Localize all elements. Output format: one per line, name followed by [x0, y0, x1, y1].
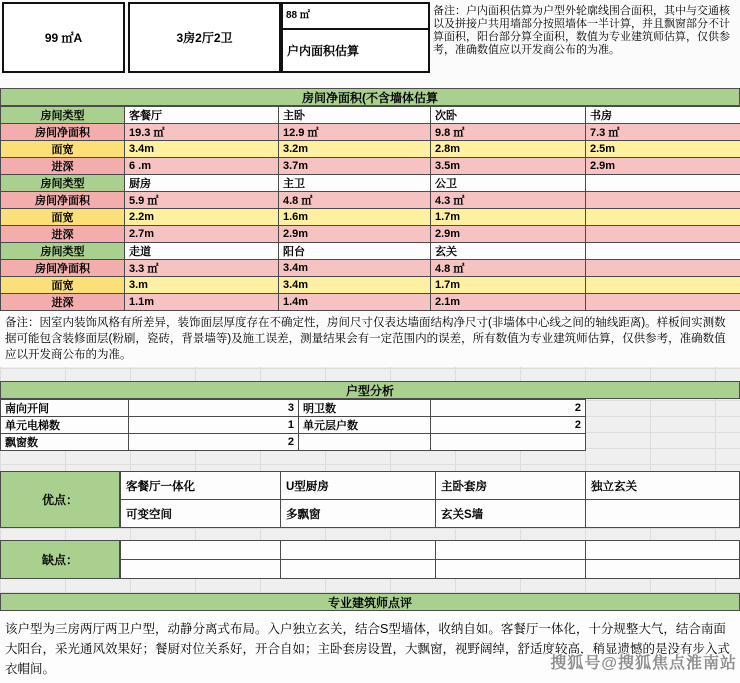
table-row	[121, 560, 740, 579]
table-cell	[586, 243, 740, 260]
table-cell: 走道	[125, 243, 279, 260]
inner-area-box	[281, 2, 430, 73]
analysis-title: 户型分析	[0, 381, 740, 399]
unit-area-box: 99 ㎡A	[2, 2, 125, 73]
row-label-net-area: 房间净面积	[1, 124, 125, 141]
table-cell: 4.3 ㎡	[431, 192, 586, 209]
table-row	[1, 277, 740, 294]
table-row	[1, 209, 740, 226]
pros-cell: 独立玄关	[586, 472, 740, 500]
unit-layout-box: 3房2厅2卫	[128, 2, 281, 73]
table-cell	[586, 260, 740, 277]
cons-cell	[281, 541, 436, 560]
table-cell: 1.7m	[431, 209, 586, 226]
pros-cell: 客餐厅一体化	[121, 472, 281, 500]
cons-cell	[586, 541, 740, 560]
analysis-table	[0, 399, 586, 451]
analysis-label: 飘窗数	[1, 434, 129, 451]
row-label-width: 面宽	[1, 209, 125, 226]
pros-cell: 玄关S墙	[436, 500, 586, 528]
table-cell: 3.7m	[279, 158, 431, 175]
table-row	[121, 500, 740, 528]
table-row	[1, 141, 740, 158]
table-cell: 7.3 ㎡	[586, 124, 740, 141]
cons-cell	[121, 541, 281, 560]
table-cell: 3.4m	[279, 260, 431, 277]
analysis-label: 单元电梯数	[1, 417, 129, 434]
row-label-net-area: 房间净面积	[1, 260, 125, 277]
room-table-title: 房间净面积(不含墙体估算	[0, 88, 740, 106]
table-cell	[586, 226, 740, 243]
row-label-room-type: 房间类型	[1, 243, 125, 260]
pros-cell: U型厨房	[281, 472, 436, 500]
cons-cell	[586, 560, 740, 579]
table-cell: 4.8 ㎡	[279, 192, 431, 209]
table-row	[1, 434, 586, 451]
table-cell	[586, 175, 740, 192]
analysis-value: 2	[129, 434, 299, 451]
analysis-label	[299, 434, 431, 451]
pros-block	[0, 471, 740, 528]
table-row	[121, 472, 740, 500]
table-cell: 3.m	[125, 277, 279, 294]
table-row	[1, 192, 740, 209]
pros-label: 优点：	[0, 471, 120, 528]
table-cell: 5.9 ㎡	[125, 192, 279, 209]
table-cell: 1.1m	[125, 294, 279, 311]
table-cell	[586, 294, 740, 311]
table-cell: 2.1m	[431, 294, 586, 311]
pros-cell: 可变空间	[121, 500, 281, 528]
row-label-depth: 进深	[1, 294, 125, 311]
table-cell: 1.7m	[431, 277, 586, 294]
grid-gap	[0, 579, 740, 593]
analysis-value: 3	[129, 400, 299, 417]
analysis-label: 单元层户数	[299, 417, 431, 434]
cons-cell	[121, 560, 281, 579]
inner-area-value: 88 ㎡	[283, 4, 428, 30]
table-cell: 6 .m	[125, 158, 279, 175]
cons-block	[0, 540, 740, 579]
table-row	[1, 107, 740, 124]
room-area-table	[0, 106, 740, 311]
table-row	[1, 175, 740, 192]
analysis-value: 2	[431, 417, 586, 434]
architect-review-text: 该户型为三房两厅两卫户型，动静分离式布局。入户独立玄关，结合S型墙体，收纳自如。客餐厅一体化，十分规整大气，结合南面大阳台，采光通风效果好；餐厨对位关系好，开合自如；主卧套房设置，大飘窗，视野阔绰，舒适度较高，稍显遗憾的是没有步入式衣帽间。	[0, 611, 740, 683]
pros-cell	[586, 500, 740, 528]
table-cell: 公卫	[431, 175, 586, 192]
table-cell: 1.6m	[279, 209, 431, 226]
table-cell	[586, 209, 740, 226]
table-row	[1, 124, 740, 141]
row-label-width: 面宽	[1, 141, 125, 158]
grid-gap	[0, 528, 740, 540]
table-cell: 书房	[586, 107, 740, 124]
table-cell: 3.2m	[279, 141, 431, 158]
table-cell: 2.2m	[125, 209, 279, 226]
table-row	[1, 400, 586, 417]
analysis-label: 明卫数	[299, 400, 431, 417]
table-cell: 2.7m	[125, 226, 279, 243]
table-cell: 19.3 ㎡	[125, 124, 279, 141]
table-cell: 次卧	[431, 107, 586, 124]
row-label-net-area: 房间净面积	[1, 192, 125, 209]
table-row	[1, 243, 740, 260]
table-cell: 2.9m	[431, 226, 586, 243]
row-label-depth: 进深	[1, 226, 125, 243]
table-row	[1, 294, 740, 311]
table-cell: 3.5m	[431, 158, 586, 175]
cons-cell	[436, 560, 586, 579]
cons-cell	[436, 541, 586, 560]
table-cell: 2.9m	[279, 226, 431, 243]
table-cell: 2.9m	[586, 158, 740, 175]
table-cell	[586, 277, 740, 294]
header-note: 备注：户内面积估算为户型外轮廓线围合面积，其中与交通核以及拼接户共用墙部分按照墙体一半计算，并且飘窗部分不计算面积，阳台部分算全面积，数值为专业建筑师估算，仅供参考，准确数值应以开发商公布的为准。	[433, 5, 730, 56]
table-cell: 3.4m	[279, 277, 431, 294]
table-row	[1, 417, 586, 434]
cons-label: 缺点：	[0, 540, 120, 579]
inner-area-label: 户内面积估算	[287, 44, 360, 58]
table-cell: 4.8 ㎡	[431, 260, 586, 277]
table-row	[1, 260, 740, 277]
table-cell: 9.8 ㎡	[431, 124, 586, 141]
table-cell: 2.8m	[431, 141, 586, 158]
analysis-value	[431, 434, 586, 451]
analysis-value: 1	[129, 417, 299, 434]
table-cell: 2.5m	[586, 141, 740, 158]
row-label-room-type: 房间类型	[1, 107, 125, 124]
table-cell: 客餐厅	[125, 107, 279, 124]
table-cell: 阳台	[279, 243, 431, 260]
table-cell: 主卧	[279, 107, 431, 124]
review-title: 专业建筑师点评	[0, 593, 740, 611]
watermark: 搜狐号@搜狐焦点淮南站	[550, 655, 737, 672]
cons-cell	[281, 560, 436, 579]
row-label-room-type: 房间类型	[1, 175, 125, 192]
analysis-label: 南向开间	[1, 400, 129, 417]
table-cell: 12.9 ㎡	[279, 124, 431, 141]
table-row	[1, 158, 740, 175]
pros-cell: 主卧套房	[436, 472, 586, 500]
table-row	[1, 226, 740, 243]
table-cell: 3.3 ㎡	[125, 260, 279, 277]
cons-table	[120, 540, 740, 579]
room-table-footnote: 备注：因室内装饰风格有所差异，装饰面层厚度存在不确定性，房间尺寸仅表达墙面结构净尺寸(非墙体中心线之间的轴线距离)。样板间实测数据可能包含装修面层(粉刷，瓷砖，背景墙等)及施工误差，测量结果会有一定范围内的误差，所有数值为专业建筑师估算，仅供参考，准确数值应以开发商公布的为准。	[0, 311, 740, 367]
pros-table	[120, 471, 740, 528]
row-label-width: 面宽	[1, 277, 125, 294]
table-cell: 3.4m	[125, 141, 279, 158]
table-cell	[586, 192, 740, 209]
row-label-depth: 进深	[1, 158, 125, 175]
grid-gap	[0, 451, 740, 471]
table-cell: 厨房	[125, 175, 279, 192]
table-cell: 玄关	[431, 243, 586, 260]
table-cell: 主卫	[279, 175, 431, 192]
sheet-header	[0, 0, 740, 88]
table-row	[121, 541, 740, 560]
analysis-value: 2	[431, 400, 586, 417]
table-cell: 1.4m	[279, 294, 431, 311]
pros-cell: 多飘窗	[281, 500, 436, 528]
